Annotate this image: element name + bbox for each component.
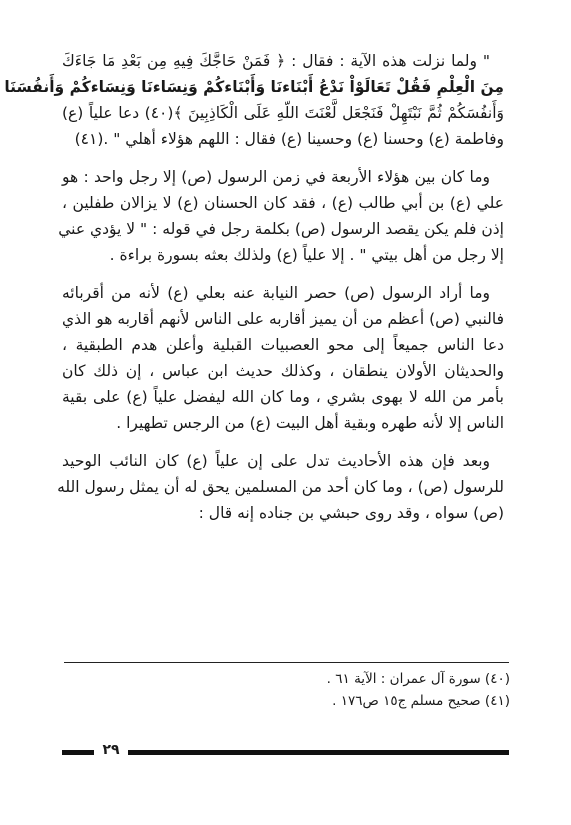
- text-line: مِنَ الْعِلْمِ فَقُلْ تَعَالَوْاْ نَدْعُ أَبْنَاءنَا وَأَبْنَاءكُمْ وَنِسَاءنَا وَنِسَاءكُمْ وَأَنفُسَنَا: [4, 78, 504, 96]
- text-line: إلا رجل من أهل بيتي " . إلا علياً (ع) ولذلك بعثه بسورة براءة .: [109, 246, 504, 264]
- text-line: " ولما نزلت هذه الآية : فقال : ﴿ فَمَنْ حَاجَّكَ فِيهِ مِن بَعْدِ مَا جَاءَكَ: [62, 52, 490, 70]
- text-line: للرسول (ص) ، وما كان أحد من المسلمين يحق له أن يمثل رسول الله: [57, 478, 504, 496]
- text-line: علي (ع) بن أبي طالب (ع) ، فقد كان الحسنان (ع) لا يزالان طفلين ،: [62, 194, 504, 212]
- text-line: (ص) سواه ، وقد روى حبشي بن جناده إنه قال :: [198, 504, 504, 522]
- paragraph-2: [58, 164, 504, 268]
- page-number: ٢٩: [102, 742, 120, 758]
- text-line: وبعد فإن هذه الأحاديث تدل على إن علياً (ع) كان النائب الوحيد: [62, 452, 490, 470]
- text-line: إذن فلم يكن يقصد الرسول (ص) بكلمة رجل في قوله : " لا يؤدي عني: [58, 220, 504, 238]
- text-line: وفاطمة (ع) وحسنا (ع) وحسينا (ع) فقال : اللهم هؤلاء أهلي " .(٤١): [74, 130, 504, 148]
- footnote-divider: [64, 662, 509, 663]
- footnotes: [260, 668, 510, 712]
- text-line: وما أراد الرسول (ص) حصر النيابة عنه بعلي (ع) لأنه من أقربائه: [62, 284, 490, 302]
- main-text: [4, 48, 505, 526]
- paragraph-3: [62, 280, 504, 436]
- text-line: وَأَنفُسَكُمْ ثُمَّ نَبْتَهِلْ فَنَجْعَل لَّعْنَتَ اللّهِ عَلَى الْكَاذِبِينَ ﴾(٤٠) دعا علياً (ع): [62, 104, 505, 122]
- page-footer-bar-right: [128, 750, 509, 755]
- text-line: دعا الناس جميعاً إلى محو العصبيات القبلية وأعلن هدم الطبقية ،: [62, 336, 504, 354]
- text-line: الناس إلا لأنه طهره وبقية أهل البيت (ع) من الرجس تطهيرا .: [116, 414, 504, 432]
- text-line: بأمر من الله لا بهوى بشري ، وما كان الله ليفضل علياً (ع) على بقية: [62, 388, 504, 406]
- footnote-40: (٤٠) سورة آل عمران : الآية ٦١ .: [326, 671, 510, 687]
- paragraph-4: [57, 448, 504, 526]
- footnote-41: (٤١) صحيح مسلم ج١٥ ص١٧٦ .: [332, 693, 510, 709]
- text-line: وما كان بين هؤلاء الأربعة في زمن الرسول (ص) إلا رجل واحد : هو: [62, 168, 490, 186]
- text-line: فالنبي (ص) أعظم من أن يميز أقاربه على الناس لأنهم أقاربه هو الذي: [62, 310, 504, 328]
- page-footer-bar-left: [62, 750, 94, 755]
- text-line: والحديثان الأولان ينطقان ، وكذلك حديث ابن عباس ، إن ذلك كان: [62, 362, 504, 380]
- paragraph-1: [4, 48, 505, 152]
